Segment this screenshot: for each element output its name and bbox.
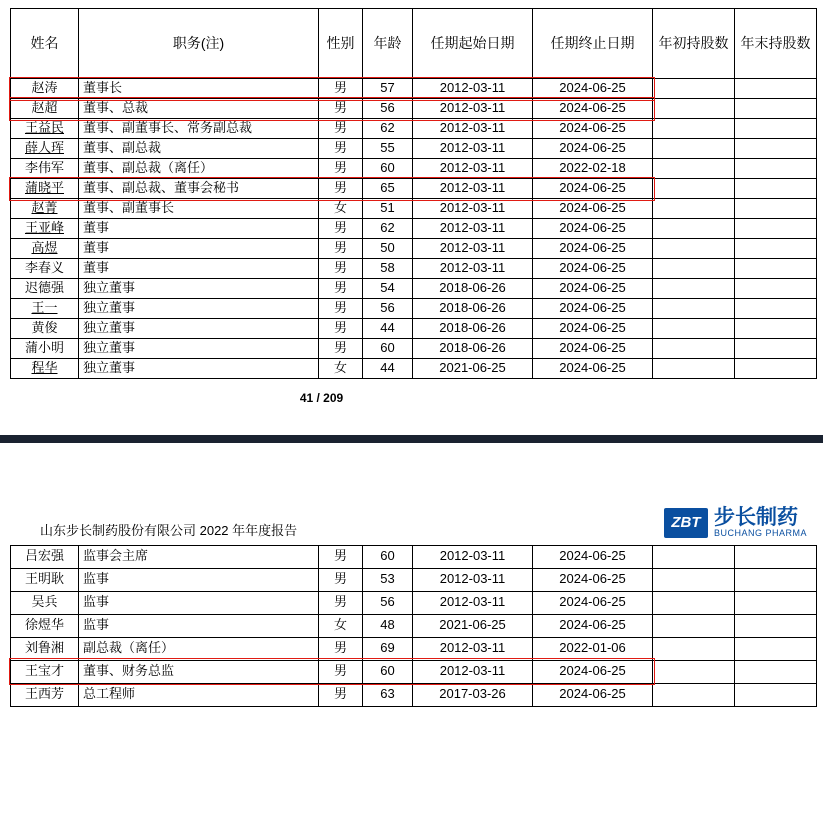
cell-gender: 男 xyxy=(319,179,363,199)
column-header-age: 年龄 xyxy=(363,9,413,79)
cell-gender: 男 xyxy=(319,319,363,339)
cell-name xyxy=(11,179,79,199)
table-row xyxy=(11,199,817,219)
cell-term-start: 2017-03-26 xyxy=(413,683,533,706)
cell-shares-begin xyxy=(653,99,735,119)
table-row xyxy=(11,139,817,159)
cell-term-start: 2012-03-11 xyxy=(413,637,533,660)
person-name-link: 王一 xyxy=(31,300,58,316)
column-header-shares-begin: 年初持股数 xyxy=(653,9,735,79)
cell-gender: 男 xyxy=(319,99,363,119)
cell-term-start: 2018-06-26 xyxy=(413,339,533,359)
cell-term-start: 2021-06-25 xyxy=(413,614,533,637)
cell-shares-end xyxy=(735,159,817,179)
cell-term-end: 2024-06-25 xyxy=(533,99,653,119)
cell-gender: 男 xyxy=(319,239,363,259)
cell-shares-begin xyxy=(653,139,735,159)
cell-age: 60 xyxy=(363,159,413,179)
cell-name xyxy=(11,359,79,379)
table-row xyxy=(11,683,817,706)
cell-term-end: 2024-06-25 xyxy=(533,591,653,614)
cell-gender: 男 xyxy=(319,568,363,591)
cell-term-start: 2012-03-11 xyxy=(413,545,533,568)
cell-term-end: 2024-06-25 xyxy=(533,319,653,339)
table-row xyxy=(11,259,817,279)
cell-age: 51 xyxy=(363,199,413,219)
person-name-link: 程华 xyxy=(31,360,58,376)
cell-name: 吕宏强 xyxy=(11,545,79,568)
cell-term-end: 2024-06-25 xyxy=(533,299,653,319)
cell-position: 监事会主席 xyxy=(79,545,319,568)
cell-shares-end xyxy=(735,339,817,359)
logo-text-en: BUCHANG PHARMA xyxy=(713,528,807,538)
cell-shares-end xyxy=(735,139,817,159)
table-body-2 xyxy=(11,545,817,706)
cell-shares-begin xyxy=(653,159,735,179)
cell-position: 董事 xyxy=(79,219,319,239)
person-name-link: 薛人珲 xyxy=(24,140,64,156)
cell-age: 63 xyxy=(363,683,413,706)
cell-gender: 男 xyxy=(319,683,363,706)
cell-term-start: 2012-03-11 xyxy=(413,119,533,139)
cell-shares-end xyxy=(735,683,817,706)
directors-table xyxy=(10,8,817,379)
table-row xyxy=(11,279,817,299)
cell-name: 王宝才 xyxy=(11,660,79,683)
cell-age: 54 xyxy=(363,279,413,299)
cell-gender: 男 xyxy=(319,660,363,683)
cell-gender: 女 xyxy=(319,614,363,637)
column-header-position: 职务(注) xyxy=(79,9,319,79)
cell-name xyxy=(11,299,79,319)
cell-term-start: 2018-06-26 xyxy=(413,319,533,339)
cell-name: 李春义 xyxy=(11,259,79,279)
cell-shares-end xyxy=(735,637,817,660)
cell-position: 副总裁（离任） xyxy=(79,637,319,660)
cell-term-end: 2022-01-06 xyxy=(533,637,653,660)
document-page-one xyxy=(0,0,823,405)
cell-age: 60 xyxy=(363,545,413,568)
cell-position: 独立董事 xyxy=(79,299,319,319)
cell-shares-end xyxy=(735,239,817,259)
cell-gender: 女 xyxy=(319,359,363,379)
cell-term-start: 2012-03-11 xyxy=(413,591,533,614)
cell-position: 独立董事 xyxy=(79,339,319,359)
cell-age: 65 xyxy=(363,179,413,199)
cell-term-end: 2024-06-25 xyxy=(533,660,653,683)
table-row xyxy=(11,219,817,239)
cell-term-start: 2012-03-11 xyxy=(413,79,533,99)
cell-shares-begin xyxy=(653,319,735,339)
cell-term-start: 2012-03-11 xyxy=(413,568,533,591)
cell-shares-end xyxy=(735,99,817,119)
cell-position: 董事、副董事长 xyxy=(79,199,319,219)
cell-shares-end xyxy=(735,219,817,239)
cell-shares-begin xyxy=(653,119,735,139)
person-name-link: 王亚峰 xyxy=(24,220,64,236)
cell-shares-end xyxy=(735,199,817,219)
cell-age: 56 xyxy=(363,591,413,614)
cell-age: 56 xyxy=(363,299,413,319)
logo-mark-icon: ZBT xyxy=(664,508,708,538)
supervisors-table xyxy=(10,545,817,707)
cell-shares-end xyxy=(735,319,817,339)
cell-name: 刘鲁湘 xyxy=(11,637,79,660)
cell-shares-begin xyxy=(653,591,735,614)
cell-position: 董事 xyxy=(79,259,319,279)
logo-text-cn: 步长制药 xyxy=(713,506,798,529)
cell-shares-begin xyxy=(653,219,735,239)
cell-term-start: 2018-06-26 xyxy=(413,299,533,319)
page-divider xyxy=(0,435,823,443)
cell-term-start: 2012-03-11 xyxy=(413,199,533,219)
cell-age: 60 xyxy=(363,339,413,359)
table-row xyxy=(11,239,817,259)
cell-gender: 男 xyxy=(319,259,363,279)
cell-name xyxy=(11,139,79,159)
cell-shares-begin xyxy=(653,279,735,299)
column-header-name: 姓名 xyxy=(11,9,79,79)
cell-term-start: 2012-03-11 xyxy=(413,99,533,119)
cell-position: 独立董事 xyxy=(79,319,319,339)
cell-age: 60 xyxy=(363,660,413,683)
page-number: 41 / 209 xyxy=(299,391,344,405)
cell-position: 独立董事 xyxy=(79,359,319,379)
cell-shares-begin xyxy=(653,79,735,99)
cell-term-end: 2024-06-25 xyxy=(533,239,653,259)
cell-shares-end xyxy=(735,179,817,199)
cell-gender: 男 xyxy=(319,299,363,319)
cell-shares-end xyxy=(735,119,817,139)
table-row xyxy=(11,545,817,568)
cell-term-start: 2012-03-11 xyxy=(413,139,533,159)
cell-position: 监事 xyxy=(79,568,319,591)
cell-shares-end xyxy=(735,591,817,614)
cell-name xyxy=(11,239,79,259)
page-spacer-bottom xyxy=(0,443,823,477)
table-row xyxy=(11,660,817,683)
cell-term-start: 2018-06-26 xyxy=(413,279,533,299)
cell-shares-begin xyxy=(653,683,735,706)
table-row xyxy=(11,299,817,319)
document-page-two xyxy=(0,477,823,707)
cell-position: 董事长 xyxy=(79,79,319,99)
cell-term-end: 2024-06-25 xyxy=(533,79,653,99)
cell-age: 56 xyxy=(363,99,413,119)
cell-shares-begin xyxy=(653,637,735,660)
cell-age: 44 xyxy=(363,359,413,379)
cell-position: 董事、副总裁（离任） xyxy=(79,159,319,179)
cell-name: 王明耿 xyxy=(11,568,79,591)
cell-age: 55 xyxy=(363,139,413,159)
cell-shares-end xyxy=(735,660,817,683)
table-row xyxy=(11,319,817,339)
cell-name xyxy=(11,219,79,239)
cell-gender: 男 xyxy=(319,591,363,614)
table-row xyxy=(11,637,817,660)
cell-shares-end xyxy=(735,359,817,379)
cell-term-end: 2024-06-25 xyxy=(533,259,653,279)
cell-term-end: 2024-06-25 xyxy=(533,545,653,568)
cell-position: 董事、总裁 xyxy=(79,99,319,119)
cell-shares-begin xyxy=(653,339,735,359)
person-name-link: 高煜 xyxy=(31,240,58,256)
cell-term-end: 2022-02-18 xyxy=(533,159,653,179)
cell-shares-begin xyxy=(653,614,735,637)
cell-shares-begin xyxy=(653,660,735,683)
cell-shares-end xyxy=(735,568,817,591)
cell-gender: 男 xyxy=(319,119,363,139)
column-header-gender: 性别 xyxy=(319,9,363,79)
cell-age: 58 xyxy=(363,259,413,279)
cell-shares-begin xyxy=(653,199,735,219)
column-header-term-start: 任期起始日期 xyxy=(413,9,533,79)
cell-gender: 男 xyxy=(319,79,363,99)
cell-age: 69 xyxy=(363,637,413,660)
cell-age: 48 xyxy=(363,614,413,637)
cell-name: 吴兵 xyxy=(11,591,79,614)
column-header-shares-end: 年末持股数 xyxy=(735,9,817,79)
cell-term-start: 2021-06-25 xyxy=(413,359,533,379)
person-name-link: 蒲晓平 xyxy=(24,180,64,196)
cell-term-end: 2024-06-25 xyxy=(533,359,653,379)
cell-term-end: 2024-06-25 xyxy=(533,179,653,199)
cell-position: 董事 xyxy=(79,239,319,259)
cell-position: 董事、副总裁 xyxy=(79,139,319,159)
cell-shares-end xyxy=(735,614,817,637)
table-row xyxy=(11,79,817,99)
page-spacer-top xyxy=(0,405,823,435)
cell-age: 62 xyxy=(363,219,413,239)
table-header-row xyxy=(11,9,817,79)
cell-gender: 男 xyxy=(319,637,363,660)
cell-name: 徐煜华 xyxy=(11,614,79,637)
cell-position: 独立董事 xyxy=(79,279,319,299)
table-row xyxy=(11,614,817,637)
cell-name xyxy=(11,119,79,139)
cell-age: 44 xyxy=(363,319,413,339)
cell-name: 迟德强 xyxy=(11,279,79,299)
cell-term-end: 2024-06-25 xyxy=(533,339,653,359)
table-row xyxy=(11,99,817,119)
cell-name: 黄俊 xyxy=(11,319,79,339)
cell-term-start: 2012-03-11 xyxy=(413,239,533,259)
cell-age: 53 xyxy=(363,568,413,591)
table-row xyxy=(11,591,817,614)
cell-position: 董事、副总裁、董事会秘书 xyxy=(79,179,319,199)
cell-gender: 男 xyxy=(319,219,363,239)
cell-term-end: 2024-06-25 xyxy=(533,568,653,591)
cell-term-end: 2024-06-25 xyxy=(533,139,653,159)
cell-term-end: 2024-06-25 xyxy=(533,119,653,139)
cell-position: 董事、财务总监 xyxy=(79,660,319,683)
cell-age: 50 xyxy=(363,239,413,259)
table-header xyxy=(11,9,817,79)
cell-shares-end xyxy=(735,279,817,299)
cell-shares-begin xyxy=(653,299,735,319)
table-row xyxy=(11,179,817,199)
table-row xyxy=(11,359,817,379)
cell-shares-end xyxy=(735,299,817,319)
cell-name: 赵涛 xyxy=(11,79,79,99)
person-name-link: 赵菁 xyxy=(31,200,58,216)
table-body xyxy=(11,79,817,379)
table-row xyxy=(11,159,817,179)
cell-name: 蒲小明 xyxy=(11,339,79,359)
cell-term-end: 2024-06-25 xyxy=(533,199,653,219)
cell-position: 董事、副董事长、常务副总裁 xyxy=(79,119,319,139)
cell-term-start: 2012-03-11 xyxy=(413,660,533,683)
cell-gender: 女 xyxy=(319,199,363,219)
cell-position: 监事 xyxy=(79,614,319,637)
cell-shares-begin xyxy=(653,545,735,568)
cell-name: 王西芳 xyxy=(11,683,79,706)
table-row xyxy=(11,339,817,359)
cell-shares-end xyxy=(735,79,817,99)
cell-gender: 男 xyxy=(319,545,363,568)
cell-gender: 男 xyxy=(319,279,363,299)
column-header-term-end: 任期终止日期 xyxy=(533,9,653,79)
cell-shares-begin xyxy=(653,568,735,591)
table-row xyxy=(11,119,817,139)
cell-position: 监事 xyxy=(79,591,319,614)
cell-term-end: 2024-06-25 xyxy=(533,614,653,637)
cell-gender: 男 xyxy=(319,339,363,359)
document-header xyxy=(10,477,813,543)
cell-term-start: 2012-03-11 xyxy=(413,259,533,279)
cell-age: 57 xyxy=(363,79,413,99)
cell-term-start: 2012-03-11 xyxy=(413,159,533,179)
cell-term-start: 2012-03-11 xyxy=(413,179,533,199)
cell-term-end: 2024-06-25 xyxy=(533,219,653,239)
cell-shares-begin xyxy=(653,259,735,279)
cell-name: 李伟军 xyxy=(11,159,79,179)
cell-shares-begin xyxy=(653,239,735,259)
cell-term-end: 2024-06-25 xyxy=(533,683,653,706)
cell-age: 62 xyxy=(363,119,413,139)
cell-name: 赵超 xyxy=(11,99,79,119)
report-title: 山东步长制药股份有限公司 2022 年年度报告 xyxy=(40,522,298,538)
company-logo xyxy=(664,507,807,539)
cell-term-start: 2012-03-11 xyxy=(413,219,533,239)
cell-shares-end xyxy=(735,545,817,568)
cell-gender: 男 xyxy=(319,139,363,159)
cell-name xyxy=(11,199,79,219)
table-row xyxy=(11,568,817,591)
cell-gender: 男 xyxy=(319,159,363,179)
cell-shares-begin xyxy=(653,179,735,199)
cell-shares-begin xyxy=(653,359,735,379)
cell-shares-end xyxy=(735,259,817,279)
cell-term-end: 2024-06-25 xyxy=(533,279,653,299)
person-name-link: 王益民 xyxy=(24,120,64,136)
cell-position: 总工程师 xyxy=(79,683,319,706)
